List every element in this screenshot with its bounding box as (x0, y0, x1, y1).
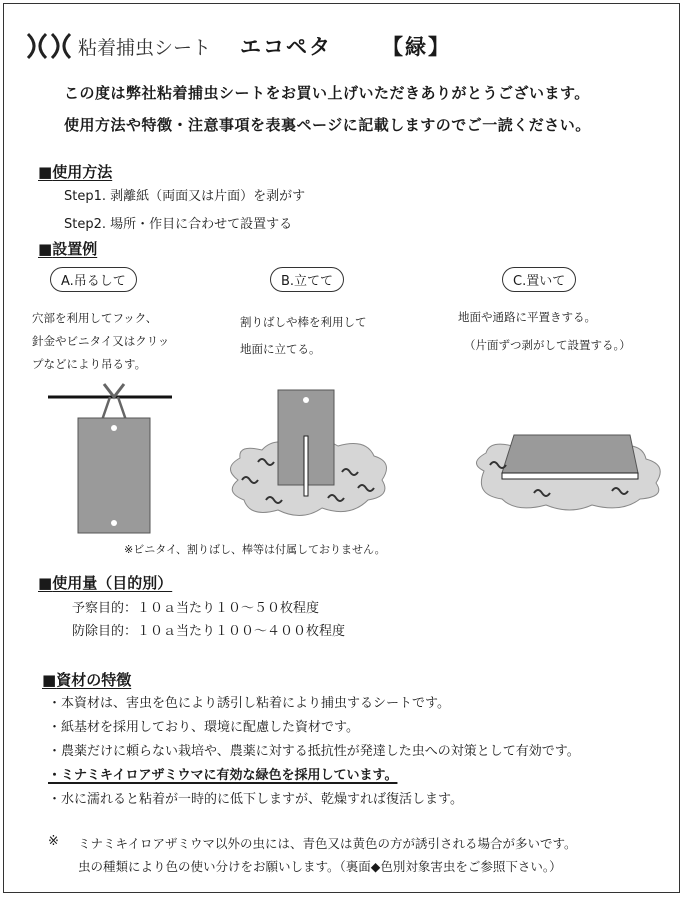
standing-sheet-illustration (218, 388, 398, 523)
example-a-text-1: 穴部を利用してフック、 (32, 311, 158, 325)
flat-sheet-illustration (462, 425, 672, 515)
example-b-text-1: 割りばしや棒を利用して (240, 315, 367, 329)
feature-item-3: ・農薬だけに頼らない栽培や、農薬に対する抵抗性が発達した虫への対策として有効です。 (48, 744, 580, 759)
intro-line-1: この度は弊社粘着捕虫シートをお買い上げいただきありがとうございます。 (64, 84, 590, 102)
example-b-label: B.立てて (270, 267, 344, 292)
feature-item-5: ・水に濡れると粘着が一時的に低下しますが、乾燥すれば復活します。 (48, 792, 463, 807)
example-a-label: A.吊るして (50, 267, 137, 292)
example-c-text-1: 地面や通路に平置きする。 (458, 310, 596, 324)
example-c-label: C.置いて (502, 267, 576, 292)
amount-row-2: 防除目的：１０ａ当たり１００～４００枚程度 (72, 624, 346, 639)
example-a-text-2: 針金やビニタイ又はクリッ (32, 334, 170, 348)
product-color: 【緑】 (382, 35, 451, 59)
features-heading: ■資材の特徴 (42, 671, 132, 689)
example-c-text-2: （片面ずつ剥がして設置する。） (464, 338, 631, 352)
example-note: ※ビニタイ、割りばし、棒等は付属しておりません。 (124, 543, 386, 556)
usage-heading: ■使用方法 (38, 163, 113, 181)
feature-item-2: ・紙基材を採用しており、環境に配慮した資材です。 (48, 720, 359, 735)
feature-item-1: ・本資材は、害虫を色により誘引し粘着により捕虫するシートです。 (48, 696, 450, 711)
examples-heading: ■設置例 (38, 240, 98, 258)
feature-item-4-highlight: ・ミナミキイロアザミウマに有効な緑色を採用しています。 (48, 768, 398, 783)
brand-logo-icon (24, 30, 76, 62)
usage-step-1: Step1. 剥離紙（両面又は片面）を剥がす (64, 189, 306, 204)
intro-line-2: 使用方法や特徴・注意事項を表裏ページに記載しますのでご一読ください。 (64, 116, 591, 134)
footnote-line-2: 虫の種類により色の使い分けをお願いします。（裏面◆色別対象害虫をご参照下さい。） (78, 859, 562, 874)
usage-step-2: Step2. 場所・作目に合わせて設置する (64, 217, 293, 232)
amount-row-1: 予察目的：１０ａ当たり１０～５０枚程度 (72, 601, 320, 616)
footnote-mark: ※ (48, 834, 59, 849)
footnote-line-1: ミナミキイロアザミウマ以外の虫には、青色又は黄色の方が誘引される場合が多いです。 (78, 836, 577, 851)
example-b-text-2: 地面に立てる。 (240, 342, 321, 356)
hanging-sheet-illustration (48, 378, 178, 538)
example-a-text-3: プなどにより吊るす。 (32, 357, 147, 371)
product-name: エコペタ (240, 35, 332, 59)
amount-heading: ■使用量（目的別） (38, 574, 173, 592)
brand-name: 粘着捕虫シート (78, 37, 212, 59)
